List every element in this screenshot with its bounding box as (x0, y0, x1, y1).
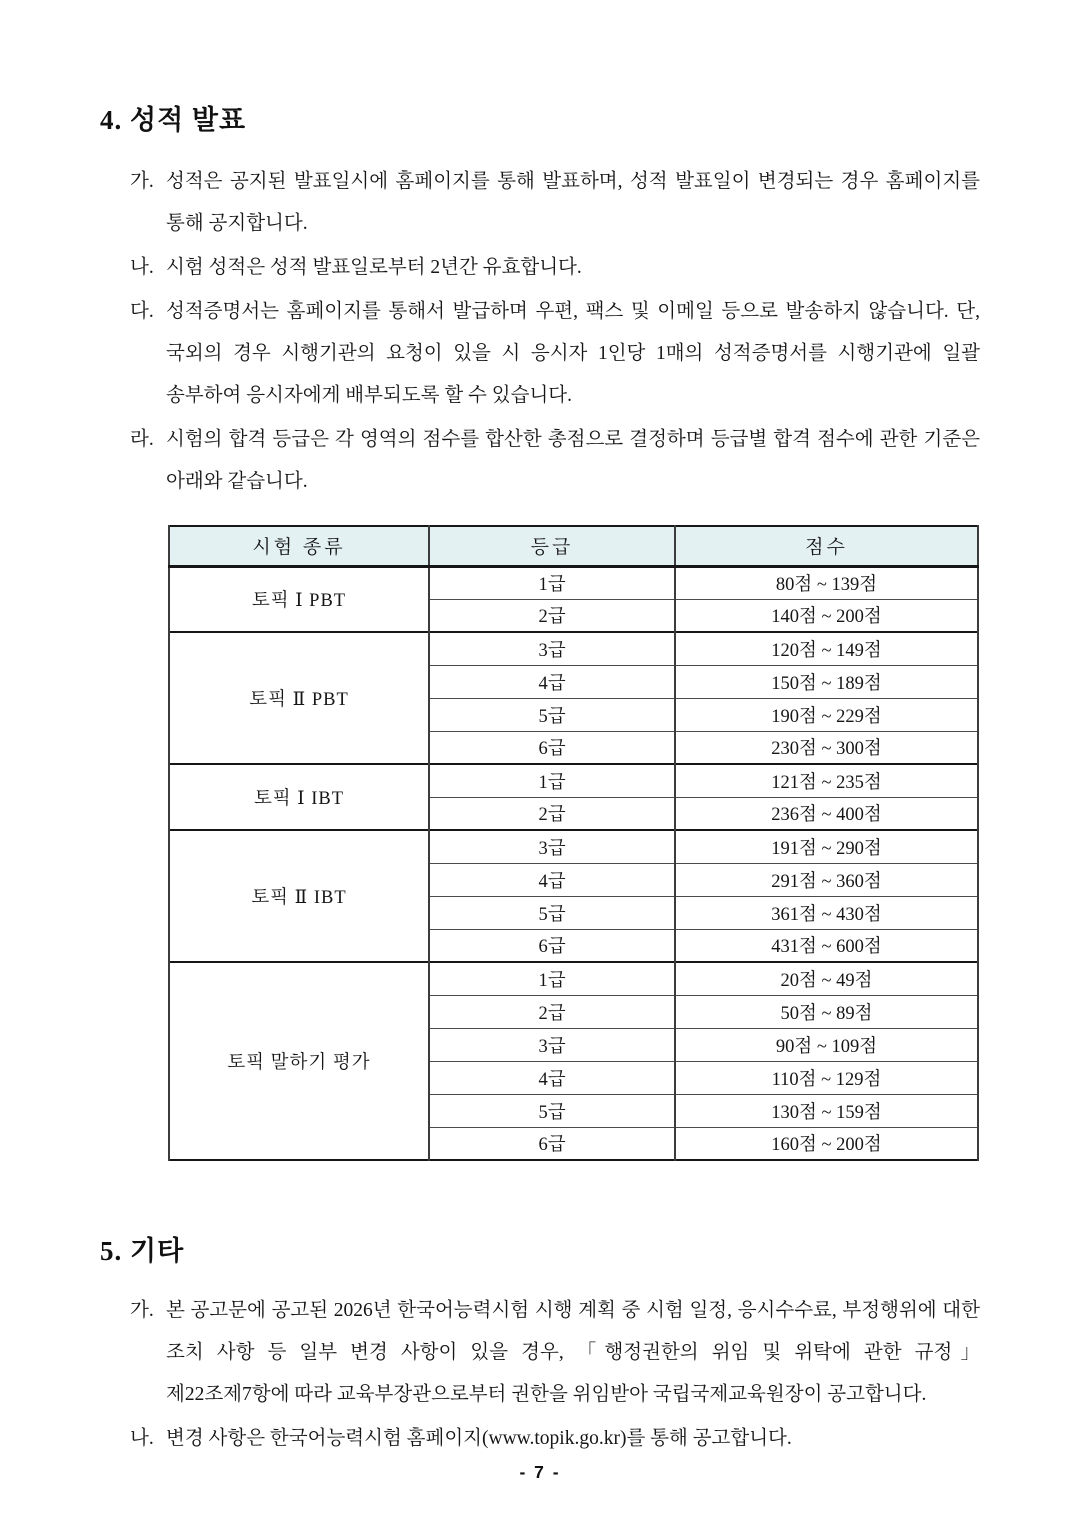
header-score: 점수 (675, 526, 978, 566)
table-row (169, 764, 978, 797)
score-cell: 291점 ~ 360점 (675, 863, 978, 896)
grade-cell: 2급 (429, 797, 675, 830)
exam-type-cell: 토픽 말하기 평가 (169, 962, 429, 1160)
grade-cell: 2급 (429, 995, 675, 1028)
grade-cell: 5급 (429, 1094, 675, 1127)
grade-score-table (168, 525, 979, 1161)
list-item (130, 161, 980, 245)
list-item-text: 시험 성적은 성적 발표일로부터 2년간 유효합니다. (166, 257, 582, 278)
list-item-marker: 라. (130, 429, 154, 450)
section5-items (130, 1290, 980, 1460)
grade-table-body (169, 566, 978, 1160)
grade-cell: 5급 (429, 896, 675, 929)
section4-title: 4. 성적 발표 (100, 105, 247, 135)
grade-cell: 1급 (429, 566, 675, 599)
exam-type-cell: 토픽 Ⅰ PBT (169, 566, 429, 632)
grade-cell: 6급 (429, 731, 675, 764)
score-cell: 160점 ~ 200점 (675, 1127, 978, 1160)
list-item-text: 성적은 공지된 발표일시에 홈페이지를 통해 발표하며, 성적 발표일이 변경되는 경우 홈페이지를 통해 공지합니다. (166, 171, 980, 234)
grade-cell: 4급 (429, 863, 675, 896)
score-cell: 190점 ~ 229점 (675, 698, 978, 731)
grade-cell: 6급 (429, 1127, 675, 1160)
header-grade: 등급 (429, 526, 675, 566)
list-item (130, 291, 980, 417)
list-item (130, 1290, 980, 1416)
list-item-text: 변경 사항은 한국어능력시험 홈페이지(www.topik.go.kr)를 통해 공고합니다. (166, 1428, 792, 1449)
score-cell: 120점 ~ 149점 (675, 632, 978, 665)
grade-cell: 4급 (429, 665, 675, 698)
list-item-marker: 가. (130, 171, 154, 192)
list-item (130, 1418, 980, 1460)
grade-cell: 3급 (429, 1028, 675, 1061)
list-item-text: 성적증명서는 홈페이지를 통해서 발급하며 우편, 팩스 및 이메일 등으로 발송하지 않습니다. 단, 국외의 경우 시행기관의 요청이 있을 시 응시자 1인당 1매의 성적증명서를 시행기관에 일괄 송부하여 응시자에게 배부되도록 할 수 있습니다. (166, 301, 980, 406)
score-cell: 110점 ~ 129점 (675, 1061, 978, 1094)
score-cell: 236점 ~ 400점 (675, 797, 978, 830)
table-header-row (169, 526, 978, 566)
exam-type-cell: 토픽 Ⅰ IBT (169, 764, 429, 830)
page-number: - 7 - (519, 1462, 561, 1482)
grade-cell: 4급 (429, 1061, 675, 1094)
table-row (169, 830, 978, 863)
score-cell: 140점 ~ 200점 (675, 599, 978, 632)
score-cell: 191점 ~ 290점 (675, 830, 978, 863)
section4-items (130, 161, 980, 503)
grade-cell: 1급 (429, 764, 675, 797)
grade-cell: 5급 (429, 698, 675, 731)
score-cell: 121점 ~ 235점 (675, 764, 978, 797)
score-cell: 90점 ~ 109점 (675, 1028, 978, 1061)
exam-type-cell: 토픽 Ⅱ IBT (169, 830, 429, 962)
score-cell: 50점 ~ 89점 (675, 995, 978, 1028)
list-item (130, 247, 980, 289)
grade-cell: 3급 (429, 632, 675, 665)
table-row (169, 962, 978, 995)
list-item-marker: 나. (130, 1428, 154, 1449)
section5-title: 5. 기타 (100, 1236, 185, 1266)
list-item-marker: 가. (130, 1300, 154, 1321)
score-cell: 431점 ~ 600점 (675, 929, 978, 962)
grade-cell: 1급 (429, 962, 675, 995)
score-cell: 150점 ~ 189점 (675, 665, 978, 698)
grade-cell: 3급 (429, 830, 675, 863)
table-row (169, 566, 978, 599)
score-cell: 361점 ~ 430점 (675, 896, 978, 929)
grade-cell: 2급 (429, 599, 675, 632)
list-item (130, 419, 980, 503)
header-exam-type: 시험 종류 (169, 526, 429, 566)
score-cell: 80점 ~ 139점 (675, 566, 978, 599)
list-item-marker: 나. (130, 257, 154, 278)
table-row (169, 632, 978, 665)
list-item-text: 시험의 합격 등급은 각 영역의 점수를 합산한 총점으로 결정하며 등급별 합격 점수에 관한 기준은 아래와 같습니다. (166, 429, 980, 492)
exam-type-cell: 토픽 Ⅱ PBT (169, 632, 429, 764)
score-cell: 20점 ~ 49점 (675, 962, 978, 995)
score-cell: 230점 ~ 300점 (675, 731, 978, 764)
list-item-marker: 다. (130, 301, 154, 322)
score-cell: 130점 ~ 159점 (675, 1094, 978, 1127)
list-item-text: 본 공고문에 공고된 2026년 한국어능력시험 시행 계획 중 시험 일정, 응시수수료, 부정행위에 대한 조치 사항 등 일부 변경 사항이 있을 경우, 「행정권한의 위임 및 위탁에 관한 규정」 제22조제7항에 따라 교육부장관으로부터 권한을 위임받아 국립국제교육원장이 공고합니다. (166, 1300, 980, 1405)
grade-cell: 6급 (429, 929, 675, 962)
